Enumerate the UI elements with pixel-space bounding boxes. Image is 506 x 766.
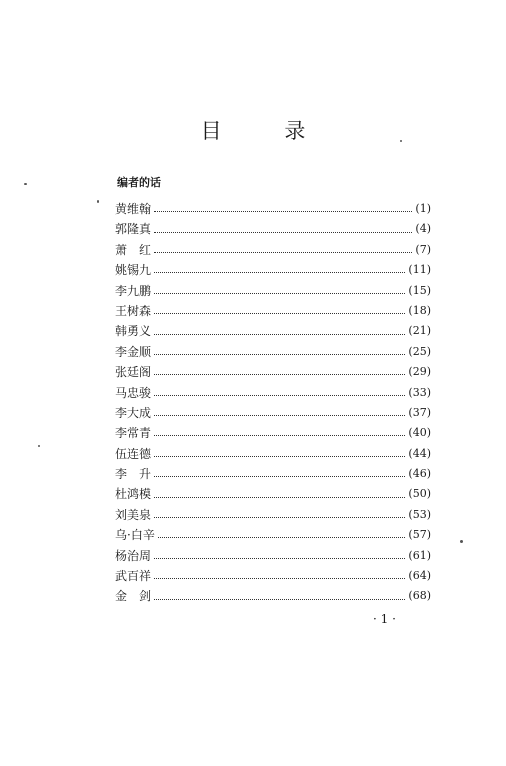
dot-leader — [154, 353, 405, 355]
toc-entry-name: 李 升 — [115, 467, 152, 482]
toc-entry-name: 黄维翰 — [115, 202, 152, 216]
toc-entry — [115, 464, 431, 484]
toc-entry-name: 张廷阁 — [115, 365, 152, 380]
toc-entry-name: 韩勇义 — [115, 324, 152, 339]
toc-entry — [115, 484, 431, 504]
toc-entry — [115, 362, 431, 382]
toc-entry — [115, 281, 431, 301]
toc-entry — [115, 566, 431, 586]
dot-leader — [154, 557, 405, 559]
dot-leader — [154, 312, 405, 314]
toc-entry-page: (1) — [415, 202, 431, 215]
toc-entry-name: 伍连德 — [115, 446, 152, 461]
toc-entry — [115, 586, 431, 606]
page-number: · 1 · — [373, 612, 396, 626]
toc-entry — [115, 525, 431, 545]
toc-entry-page: (11) — [408, 263, 431, 277]
toc-entry-page: (21) — [408, 324, 431, 338]
toc-entry — [115, 505, 431, 525]
toc-entry — [115, 321, 431, 341]
toc-entry — [115, 240, 431, 260]
toc-entry-page: (57) — [408, 528, 431, 542]
toc-entry — [115, 199, 431, 219]
page-title: 目 录 — [200, 119, 334, 143]
toc-entry — [115, 403, 431, 423]
scan-speck — [38, 445, 40, 447]
toc-entry-page: (61) — [408, 548, 431, 562]
toc-entry — [115, 546, 431, 566]
toc-entry-page: (68) — [408, 589, 431, 603]
dot-leader — [158, 536, 406, 538]
dot-leader — [154, 271, 405, 273]
toc-entry-page: (53) — [408, 507, 431, 521]
dot-leader — [154, 598, 405, 600]
scan-speck — [400, 140, 402, 142]
dot-leader — [154, 231, 412, 233]
toc-entry-name: 刘美泉 — [115, 507, 152, 522]
toc-entry-page: (46) — [408, 467, 431, 481]
toc-entry-name: 李金顺 — [115, 344, 152, 359]
toc-entry-page: (25) — [408, 344, 431, 358]
toc-entry-name: 杜鸿模 — [115, 487, 152, 502]
toc-entry-page: (7) — [415, 242, 431, 256]
toc-entry-name: 武百祥 — [115, 569, 152, 584]
toc-entry-page: (4) — [415, 222, 431, 236]
toc-entry-name: 李九鹏 — [115, 283, 152, 298]
toc-entry-page: (37) — [408, 405, 431, 419]
dot-leader — [154, 577, 405, 579]
toc-entry-page: (29) — [408, 365, 431, 379]
toc-entry-page: (40) — [408, 426, 431, 440]
toc-entry-name: 王树森 — [115, 303, 152, 318]
scan-speck — [460, 540, 463, 543]
toc-entry-name: 姚锡九 — [115, 263, 152, 278]
dot-leader — [154, 475, 405, 477]
preface-heading: 编者的话 — [117, 176, 161, 189]
toc-entry — [115, 444, 431, 464]
toc-entry — [115, 383, 431, 403]
toc-entry-name: 金 剑 — [115, 589, 152, 604]
toc-entry — [115, 423, 431, 443]
toc-entry — [115, 342, 431, 362]
dot-leader — [154, 251, 412, 253]
toc-entry-name: 乌·白辛 — [115, 528, 155, 543]
toc-entry — [115, 219, 431, 239]
toc-entry-name: 李大成 — [115, 405, 152, 420]
dot-leader — [154, 394, 405, 396]
toc-entry-page: (64) — [408, 569, 431, 583]
dot-leader — [154, 455, 405, 457]
toc-entry — [115, 301, 431, 321]
dot-leader — [154, 210, 412, 212]
toc-entry-page: (15) — [408, 283, 431, 297]
table-of-contents — [115, 199, 431, 607]
toc-entry-page: (44) — [408, 446, 431, 460]
toc-entry-name: 李常青 — [115, 426, 152, 441]
dot-leader — [154, 373, 405, 375]
toc-entry-page: (33) — [408, 385, 431, 399]
scan-speck — [24, 183, 27, 185]
toc-entry-page: (18) — [408, 303, 431, 317]
toc-entry-name: 萧 红 — [115, 242, 152, 257]
dot-leader — [154, 414, 405, 416]
toc-entry-name: 郭隆真 — [115, 222, 152, 237]
toc-entry — [115, 260, 431, 280]
toc-entry-name: 马忠骏 — [115, 385, 152, 400]
scan-speck — [97, 200, 99, 203]
dot-leader — [154, 496, 405, 498]
toc-entry-page: (50) — [408, 487, 431, 501]
dot-leader — [154, 434, 405, 436]
dot-leader — [154, 292, 405, 294]
dot-leader — [154, 516, 405, 518]
toc-entry-name: 杨治周 — [115, 548, 152, 563]
dot-leader — [154, 333, 405, 335]
